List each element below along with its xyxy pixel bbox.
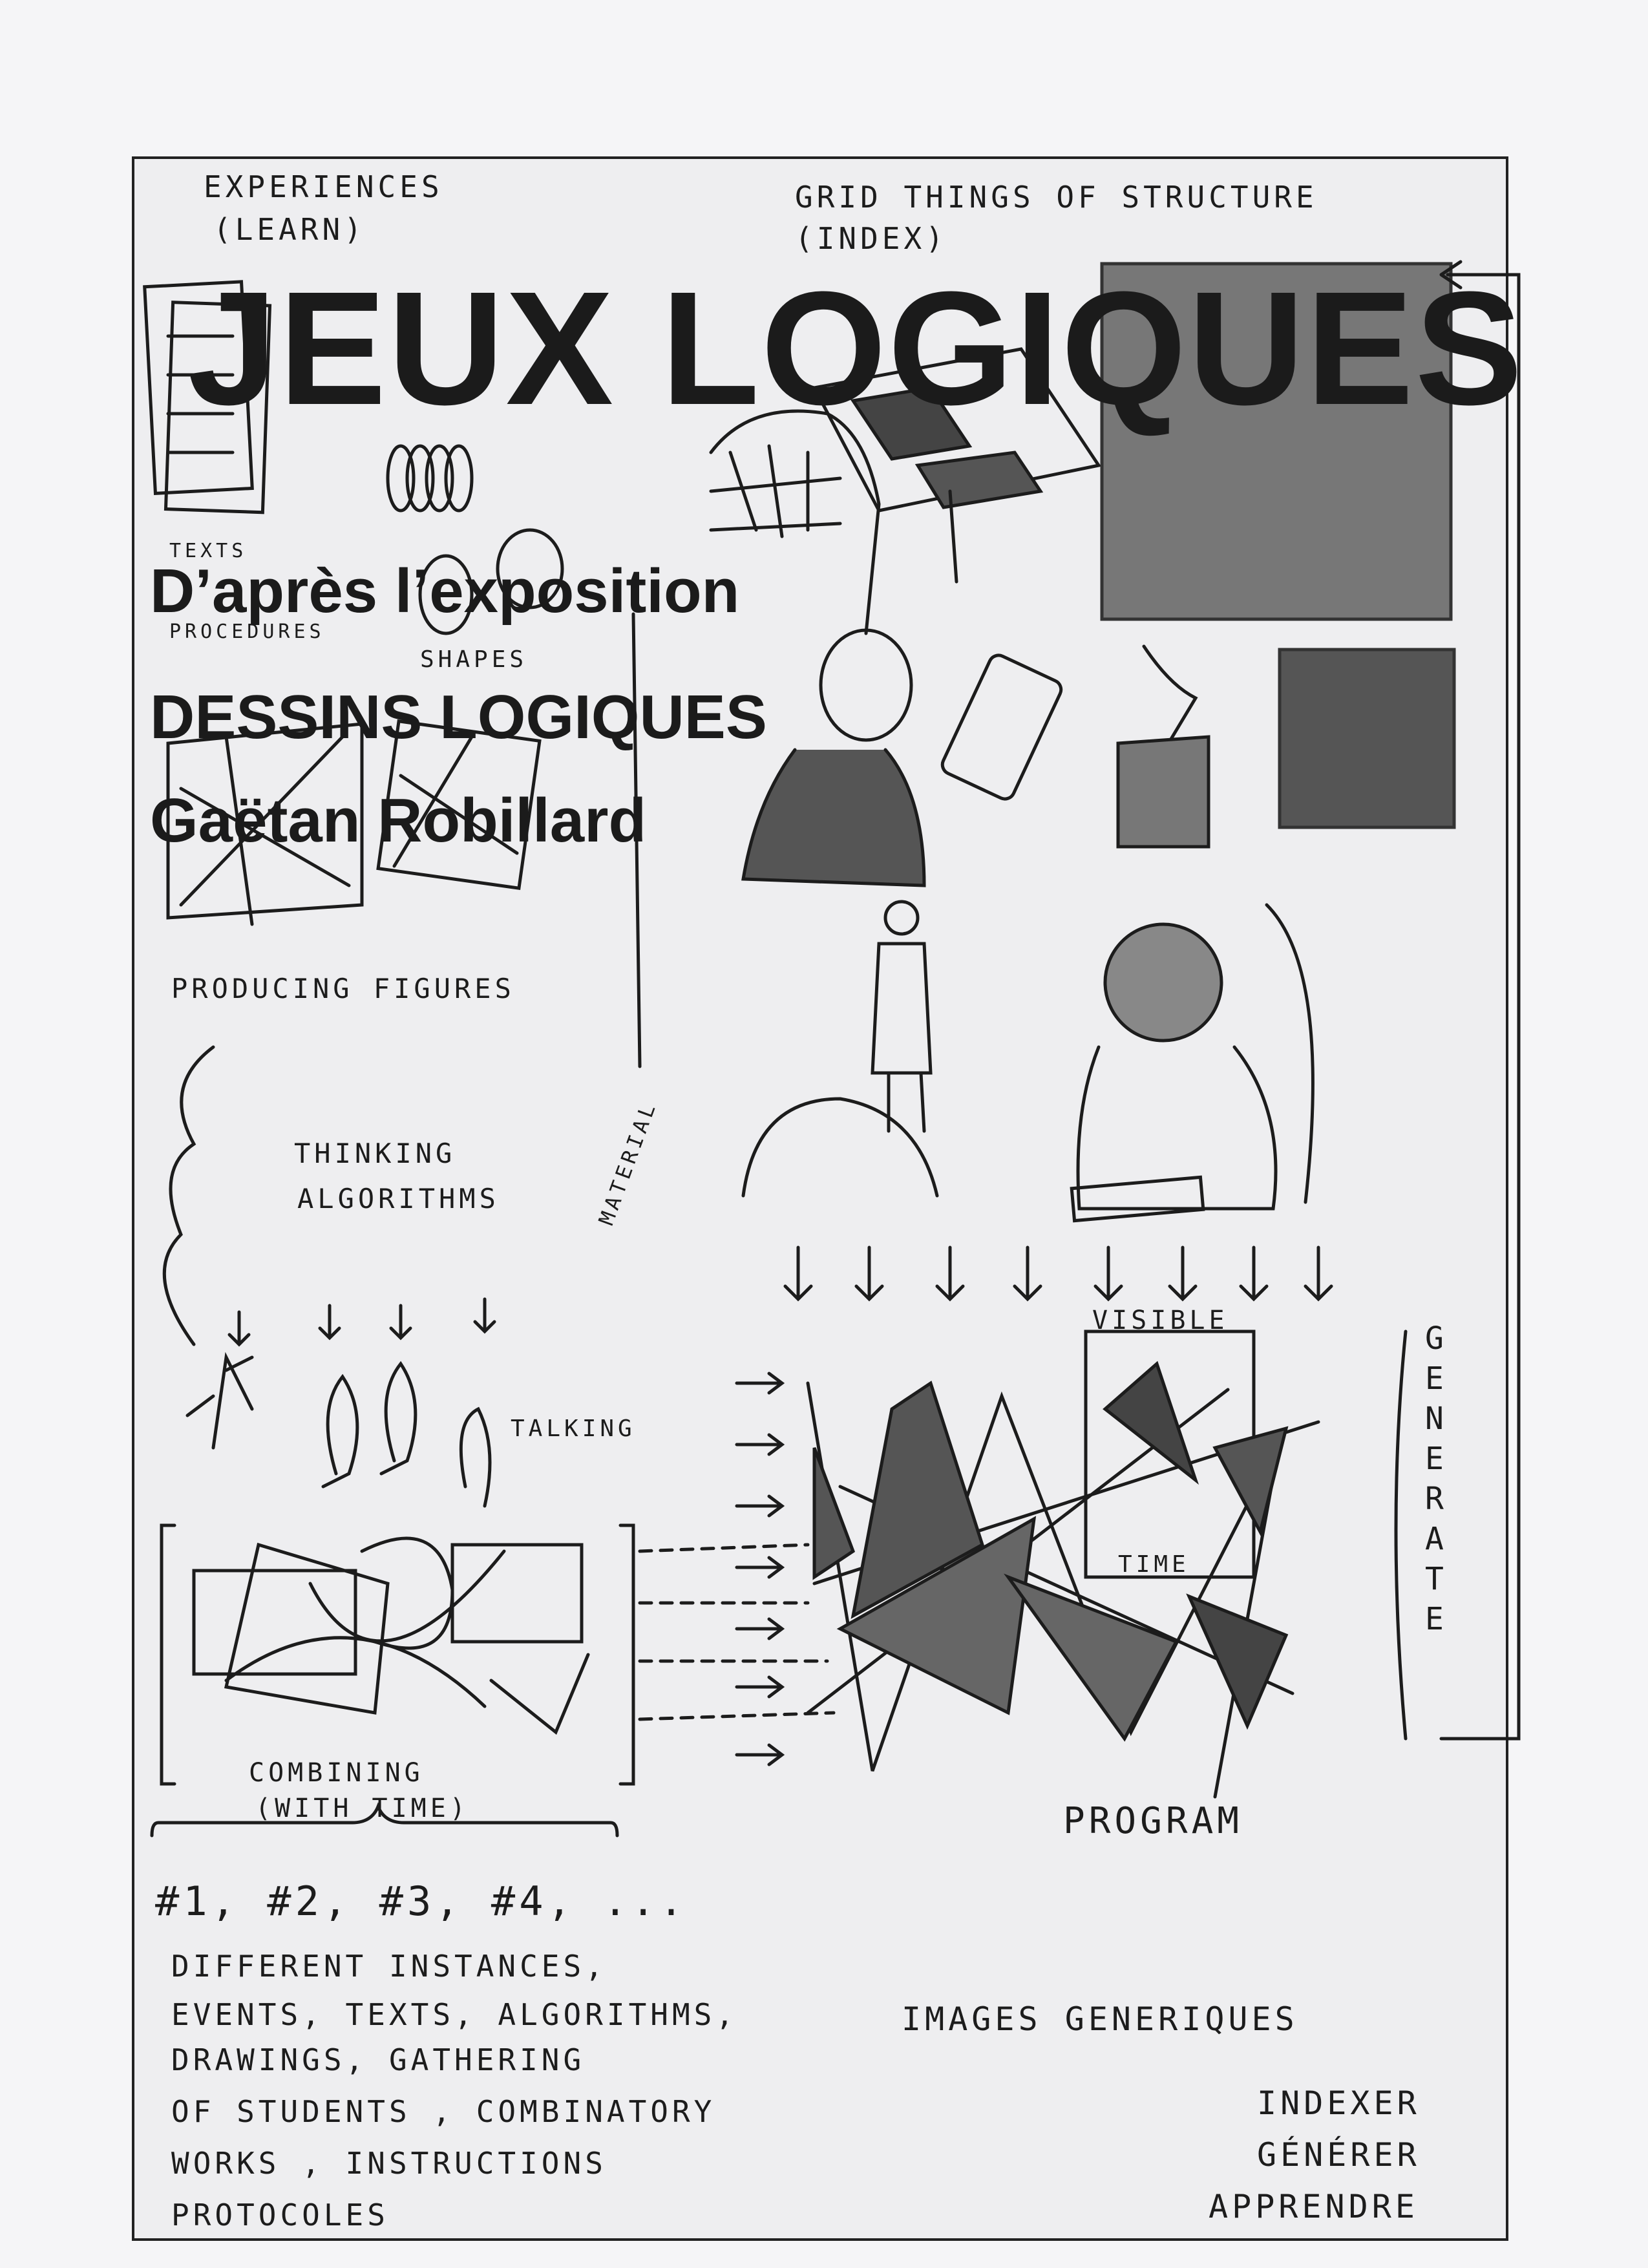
note-time: TIME — [1118, 1551, 1190, 1578]
note-algorithms: ALGORITHMS — [297, 1183, 500, 1214]
note-generer: GÉNÉRER — [1257, 2136, 1421, 2174]
note-procedures: PROCEDURES — [169, 620, 325, 643]
note-index: (INDEX) — [795, 221, 947, 256]
dashed-arrows — [640, 1545, 834, 1719]
note-talking: TALKING — [511, 1415, 636, 1442]
person-drawing-sketch — [743, 630, 1209, 885]
note-grid: GRID THINGS OF STRUCTURE — [795, 180, 1318, 215]
note-learn: (LEARN) — [213, 212, 366, 247]
note-instances-3: DRAWINGS, GATHERING — [171, 2042, 586, 2077]
note-combining: COMBINING — [249, 1758, 424, 1788]
subtitle-author: Gaëtan Robillard — [150, 786, 647, 855]
note-images-generiques: IMAGES GENERIQUES — [902, 2000, 1298, 2038]
generative-drawing — [808, 1331, 1318, 1797]
page-title: JEUX LOGIQUES — [187, 258, 1525, 438]
note-instances-numbers: #1, #2, #3, #4, ... — [155, 1878, 688, 1925]
note-material: MATERIAL — [593, 1097, 662, 1229]
note-instances-1: DIFFERENT INSTANCES, — [171, 1949, 607, 1984]
note-visible: VISIBLE — [1092, 1306, 1229, 1335]
note-shapes: SHAPES — [420, 646, 528, 673]
talking-figures — [187, 1357, 490, 1506]
people-standing-sketch — [743, 902, 1313, 1221]
generate-bracket — [1396, 1331, 1406, 1739]
note-instances-4: OF STUDENTS , COMBINATORY — [171, 2094, 716, 2129]
note-indexer: INDEXER — [1257, 2084, 1421, 2122]
note-generate: GENERATE — [1425, 1320, 1444, 1637]
note-instances-6: PROTOCOLES — [171, 2198, 389, 2232]
note-thinking: THINKING — [294, 1138, 456, 1169]
note-apprendre: APPRENDRE — [1209, 2188, 1419, 2225]
maze-grid-small — [1280, 650, 1454, 827]
note-producing: PRODUCING FIGURES — [171, 973, 515, 1004]
subtitle-dessins: DESSINS LOGIQUES — [150, 683, 767, 752]
note-program: PROGRAM — [1063, 1800, 1243, 1842]
combining-sketch — [152, 1525, 633, 1836]
subtitle-exhibition: D’après l’exposition — [150, 556, 740, 626]
note-instances-5: WORKS , INSTRUCTIONS — [171, 2146, 607, 2181]
note-instances-2: EVENTS, TEXTS, ALGORITHMS, — [171, 1997, 738, 2032]
note-with-time: (WITH TIME) — [255, 1794, 469, 1823]
note-experiences: EXPERIENCES — [204, 169, 443, 204]
note-texts: TEXTS — [169, 540, 248, 562]
right-arrows — [737, 1373, 782, 1765]
